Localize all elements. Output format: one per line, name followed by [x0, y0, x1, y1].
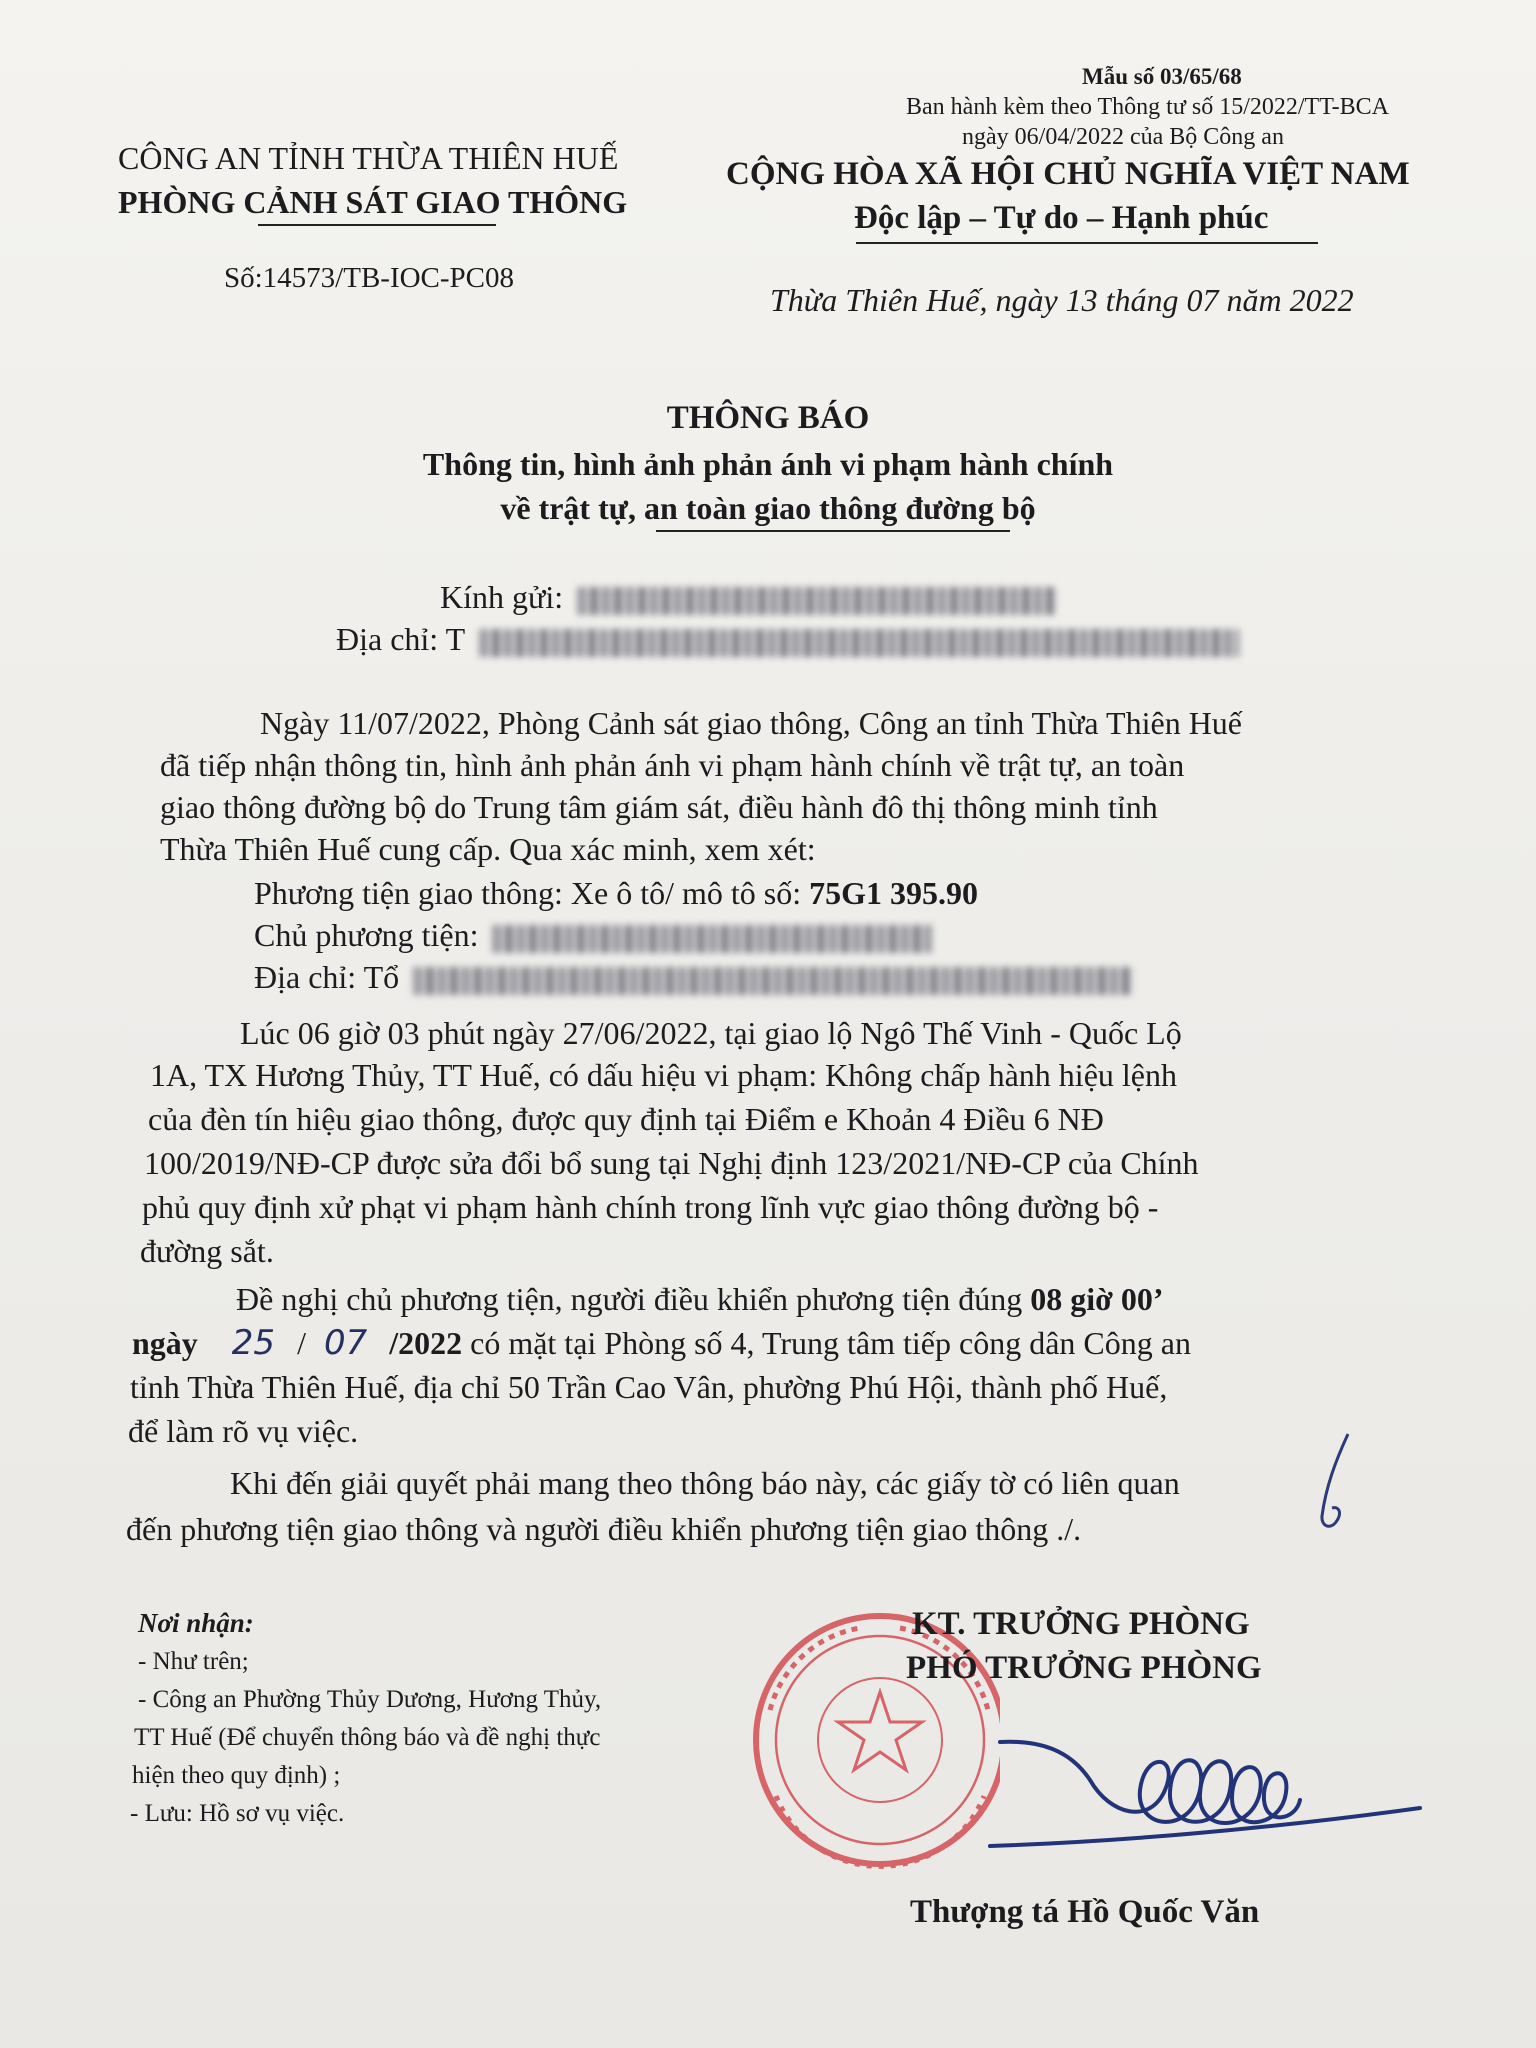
recipient-line [440, 576, 1057, 618]
vehicle-label: Phương tiện giao thông: Xe ô tô/ mô tô số: [254, 875, 810, 911]
para3-line1 [236, 1278, 1164, 1320]
para1-line1: Ngày 11/07/2022, Phòng Cảnh sát giao thông, Công an tỉnh Thừa Thiên Huế [260, 705, 1242, 741]
issued-by-line1: Ban hành kèm theo Thông tư số 15/2022/TT-BCA [906, 94, 1389, 120]
redacted-recipient-address [479, 629, 1239, 657]
para1-line3: giao thông đường bộ do Trung tâm giám sát, điều hành đô thị thông minh tỉnh [160, 789, 1158, 825]
para4-line2: đến phương tiện giao thông và người điều khiển phương tiện giao thông ./. [126, 1511, 1082, 1547]
signature-title-line1: KT. TRƯỞNG PHÒNG [912, 1606, 1250, 1642]
para1-line4: Thừa Thiên Huế cung cấp. Qua xác minh, xem xét: [160, 831, 816, 867]
para3-line4: để làm rõ vụ việc. [128, 1413, 359, 1449]
recipients-item-5: - Lưu: Hồ sơ vụ việc. [130, 1800, 345, 1827]
agency-name-line1: CÔNG AN TỈNH THỪA THIÊN HUẾ [118, 140, 619, 176]
recipient-label: Kính gửi: [440, 579, 564, 615]
handwritten-signature [960, 1720, 1430, 1890]
redacted-owner-name [492, 925, 932, 953]
document-subtitle-line1: Thông tin, hình ảnh phản ánh vi phạm hành chính [422, 446, 1114, 482]
para1-line2: đã tiếp nhận thông tin, hình ảnh phản ánh vi phạm hành chính về trật tự, an toàn [160, 747, 1185, 783]
issued-by-line2: ngày 06/04/2022 của Bộ Công an [962, 124, 1284, 150]
handwritten-month: 07 [323, 1323, 368, 1363]
para2-line5: phủ quy định xử phạt vi phạm hành chính trong lĩnh vực giao thông đường bộ - [142, 1189, 1159, 1225]
owner-address-label: Địa chỉ: Tổ [254, 959, 400, 995]
national-motto: Độc lập – Tự do – Hạnh phúc [854, 200, 1269, 236]
form-number: Mẫu số 03/65/68 [1082, 64, 1242, 89]
para2-line2: 1A, TX Hương Thủy, TT Huế, có dấu hiệu vi phạm: Không chấp hành hiệu lệnh [150, 1057, 1177, 1093]
agency-name-line2: PHÒNG CẢNH SÁT GIAO THÔNG [118, 184, 628, 220]
redacted-owner-address [413, 967, 1133, 995]
para2-line3: của đèn tín hiệu giao thông, được quy định tại Điểm e Khoản 4 Điều 6 NĐ [148, 1101, 1104, 1137]
para2-line6: đường sắt. [140, 1233, 274, 1269]
owner-line [254, 914, 932, 956]
document-number: Số:14573/TB-IOC-PC08 [224, 262, 515, 294]
handwritten-initial-mark [1306, 1430, 1366, 1540]
national-title: CỘNG HÒA XÃ HỘI CHỦ NGHĨA VIỆT NAM [726, 156, 1410, 192]
recipients-item-3: TT Huế (Để chuyển thông báo và đề nghị thực [134, 1724, 601, 1751]
para2-line1: Lúc 06 giờ 03 phút ngày 27/06/2022, tại giao lộ Ngô Thế Vinh - Quốc Lộ [240, 1015, 1182, 1051]
document-title: THÔNG BÁO [666, 400, 870, 436]
para3-line2 [132, 1322, 1191, 1364]
document-subtitle-line2: về trật tự, an toàn giao thông đường bộ [500, 490, 1036, 526]
para3-prefix: Đề nghị chủ phương tiện, người điều khiển phương tiện đúng [236, 1281, 1031, 1317]
recipients-item-4: hiện theo quy định) ; [132, 1762, 341, 1789]
recipients-item-2: - Công an Phường Thủy Dương, Hương Thủy, [138, 1686, 602, 1713]
para3-line2-rest: có mặt tại Phòng số 4, Trung tâm tiếp công dân Công an [462, 1325, 1191, 1361]
signature-title-line2: PHÓ TRƯỞNG PHÒNG [906, 1650, 1262, 1686]
subtitle-underline [656, 530, 1010, 532]
agency-underline [258, 224, 496, 226]
motto-underline [856, 242, 1318, 244]
handwritten-day: 25 [231, 1323, 276, 1363]
redacted-recipient-name [577, 587, 1057, 615]
para2-line4: 100/2019/NĐ-CP được sửa đổi bổ sung tại Nghị định 123/2021/NĐ-CP của Chính [144, 1145, 1199, 1181]
vehicle-plate: 75G1 395.90 [809, 875, 979, 911]
date-separator: / [297, 1325, 306, 1361]
appointment-time: 08 giờ 00’ [1030, 1281, 1164, 1317]
vehicle-line [254, 872, 978, 914]
place-and-date: Thừa Thiên Huế, ngày 13 tháng 07 năm 2022 [770, 282, 1354, 318]
owner-label: Chủ phương tiện: [254, 917, 479, 953]
para3-line3: tỉnh Thừa Thiên Huế, địa chỉ 50 Trần Cao Vân, phường Phú Hội, thành phố Huế, [130, 1369, 1168, 1405]
recipients-heading: Nơi nhận: [138, 1608, 254, 1638]
recipient-address-line [336, 618, 1239, 660]
appointment-year: /2022 [389, 1325, 463, 1361]
recipient-address-label: Địa chỉ: T [336, 621, 465, 657]
ngay-label: ngày [132, 1325, 198, 1361]
recipients-item-1: - Như trên; [138, 1648, 249, 1675]
owner-address-line [254, 956, 1133, 998]
para4-line1: Khi đến giải quyết phải mang theo thông báo này, các giấy tờ có liên quan [230, 1465, 1180, 1501]
signatory-name: Thượng tá Hồ Quốc Văn [910, 1894, 1260, 1930]
